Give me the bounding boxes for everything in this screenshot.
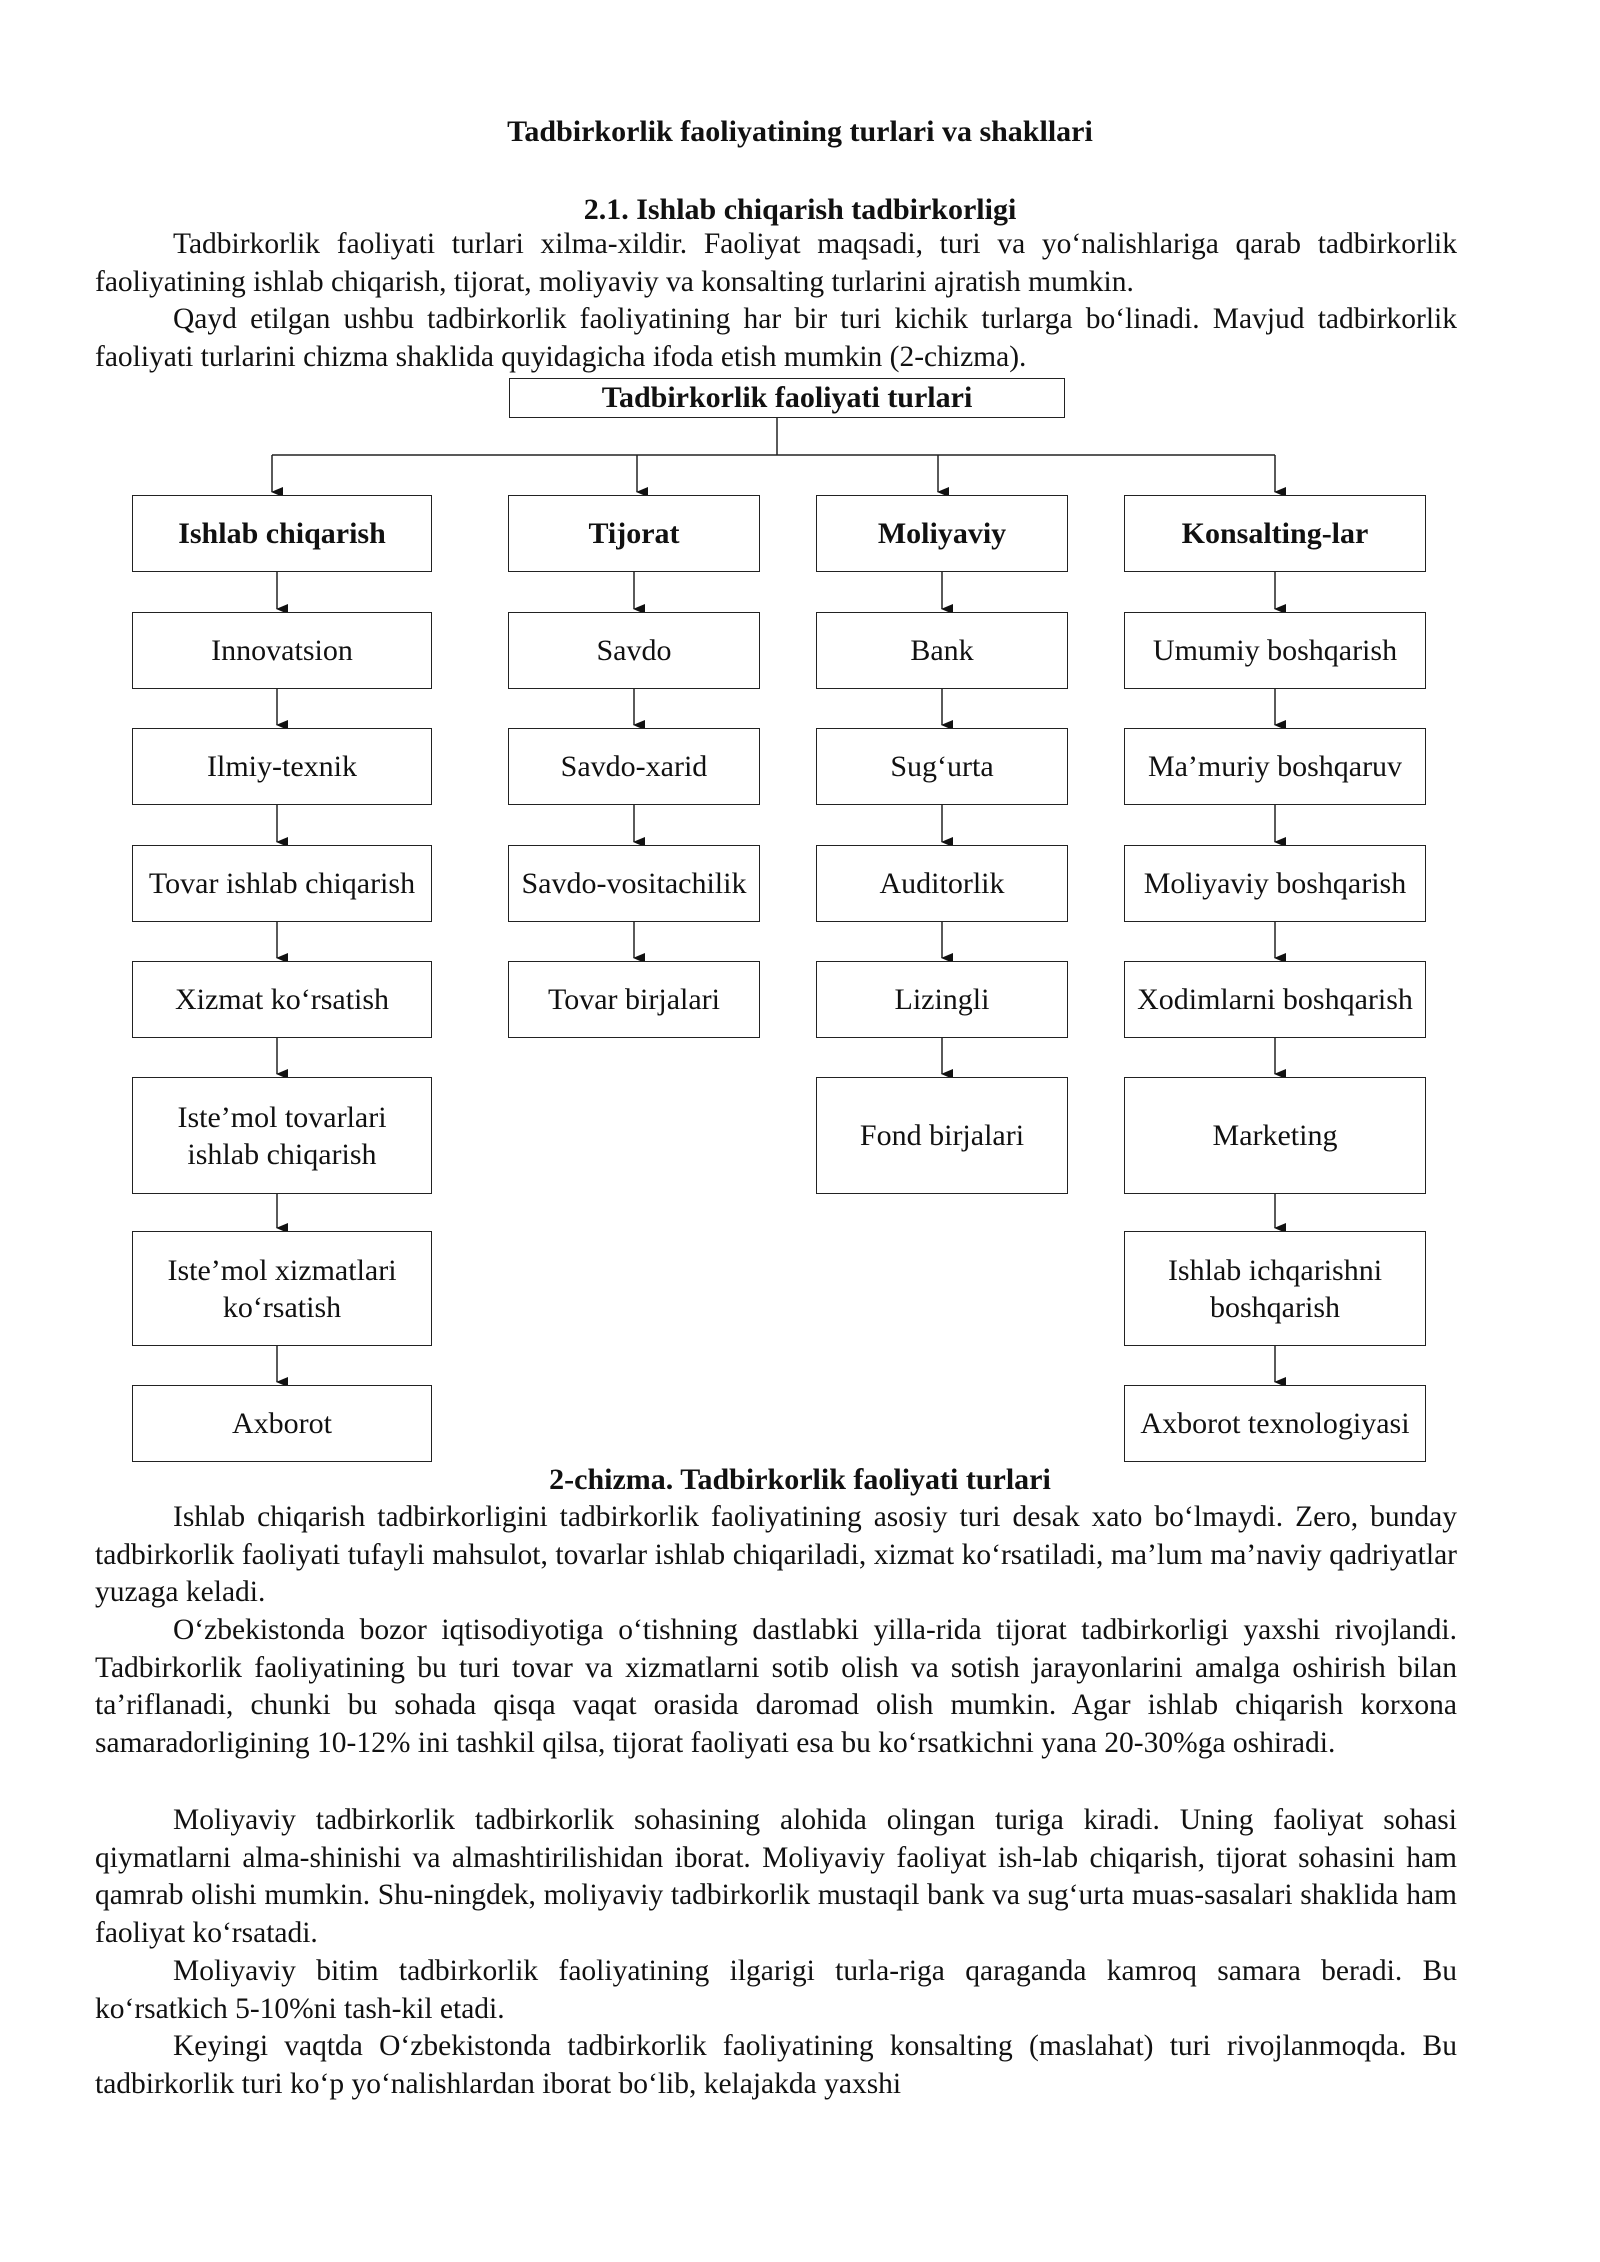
body-paragraph-5: Keyingi vaqtda O‘zbekistonda tadbirkorlik faoliyatining konsalting (maslahat) turi rivojlanmoqda. Bu tadbirkorlik turi ko‘p yo‘nalishlardan iborat bo‘lib, kelajakda yaxshi xyxy=(95,2030,1457,2100)
intro-paragraph-1: Tadbirkorlik faoliyati turlari xilma-xildir. Faoliyat maqsadi, turi va yo‘nalishlariga qarab tadbirkorlik faoliyatining ishlab chiqarish, tijorat, moliyaviy va konsalting turlarini ajratish mumkin. xyxy=(95,228,1457,298)
diagram-item-box: Fond birjalari xyxy=(816,1077,1068,1194)
diagram-item-box: Iste’mol tovarlari ishlab chiqarish xyxy=(132,1077,432,1194)
diagram-root-box: Tadbirkorlik faoliyati turlari xyxy=(509,378,1065,418)
diagram-item-box: Axborot xyxy=(132,1385,432,1462)
diagram-header-box: Tijorat xyxy=(508,495,760,572)
diagram-header-box: Konsalting-lar xyxy=(1124,495,1426,572)
diagram-item-box: Axborot texnologiyasi xyxy=(1124,1385,1426,1462)
diagram-header-box: Ishlab chiqarish xyxy=(132,495,432,572)
body-paragraph-1: Ishlab chiqarish tadbirkorligini tadbirkorlik faoliyatining asosiy turi desak xato bo‘lmaydi. Zero, bunday tadbirkorlik faoliyati tufayli mahsulot, tovarlar ishlab chiqariladi, xizmat ko‘rsatiladi, ma’lum ma’naviy qadriyatlar yuzaga keladi. xyxy=(95,1501,1457,1608)
diagram-item-box: Marketing xyxy=(1124,1077,1426,1194)
body-paragraph-2: O‘zbekistonda bozor iqtisodiyotiga o‘tishning dastlabki yilla-rida tijorat tadbirkorligi yaxshi rivojlandi. Tadbirkorlik faoliyatining bu turi tovar va xizmatlarni sotib olish va sotish jarayonlarini amalga oshirish bilan ta’riflanadi, chunki bu sohada qisqa vaqat orasida daromad olish mumkin. Agar ishlab chiqarish korxona samaradorligining 10-12% ini tashkil qilsa, tijorat faoliyati esa bu ko‘rsatkichni yana 20-30%ga oshiradi. xyxy=(95,1614,1457,1759)
diagram-item-box: Ilmiy-texnik xyxy=(132,728,432,805)
diagram-item-box: Iste’mol xizmatlari ko‘rsatish xyxy=(132,1231,432,1346)
intro-paragraph-2: Qayd etilgan ushbu tadbirkorlik faoliyatining har bir turi kichik turlarga bo‘linadi. Mavjud tadbirkorlik faoliyati turlarini chizma shaklida quyidagicha ifoda etish mumkin (2-chizma). xyxy=(95,303,1457,373)
diagram-item-box: Ishlab ichqarishni boshqarish xyxy=(1124,1231,1426,1346)
body-paragraph-3: Moliyaviy tadbirkorlik tadbirkorlik sohasining alohida olingan turiga kiradi. Uning faoliyat sohasi qiymatlarni alma-shinishi va almashtirilishidan iborat. Moliyaviy faoliyat ish-lab chiqarish, tijorat sohasini ham qamrab olishi mumkin. Shu-ningdek, moliyaviy tadbirkorlik mustaqil bank va sug‘urta muas-sasalari shaklida ham faoliyat ko‘rsatadi. xyxy=(95,1804,1457,1949)
diagram-item-box: Xizmat ko‘rsatish xyxy=(132,961,432,1038)
diagram-item-box: Sug‘urta xyxy=(816,728,1068,805)
diagram-item-box: Xodimlarni boshqarish xyxy=(1124,961,1426,1038)
diagram-item-box: Innovatsion xyxy=(132,612,432,689)
diagram-header-box: Moliyaviy xyxy=(816,495,1068,572)
diagram-caption: 2-chizma. Tadbirkorlik faoliyati turlari xyxy=(549,1463,1051,1496)
diagram-item-box: Auditorlik xyxy=(816,845,1068,922)
diagram-item-box: Bank xyxy=(816,612,1068,689)
diagram-item-box: Savdo-xarid xyxy=(508,728,760,805)
diagram-item-box: Savdo-vositachilik xyxy=(508,845,760,922)
body-paragraph-4: Moliyaviy bitim tadbirkorlik faoliyatining ilgarigi turla-riga qaraganda kamroq samara beradi. Bu ko‘rsatkich 5-10%ni tash-kil etadi. xyxy=(95,1955,1457,2025)
diagram-item-box: Moliyaviy boshqarish xyxy=(1124,845,1426,922)
document-title: Tadbirkorlik faoliyatining turlari va shakllari xyxy=(507,115,1093,148)
diagram-item-box: Ma’muriy boshqaruv xyxy=(1124,728,1426,805)
diagram-item-box: Umumiy boshqarish xyxy=(1124,612,1426,689)
diagram-item-box: Savdo xyxy=(508,612,760,689)
diagram-item-box: Lizingli xyxy=(816,961,1068,1038)
section-heading: 2.1. Ishlab chiqarish tadbirkorligi xyxy=(583,193,1017,226)
diagram-item-box: Tovar birjalari xyxy=(508,961,760,1038)
diagram-item-box: Tovar ishlab chiqarish xyxy=(132,845,432,922)
